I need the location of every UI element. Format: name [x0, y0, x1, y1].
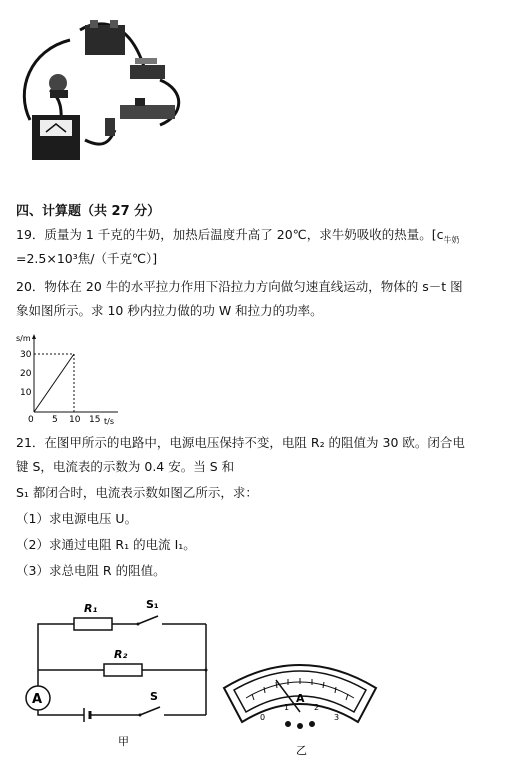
meter-tick-1: 1 [284, 703, 290, 712]
q19-subscript: 牛奶 [443, 235, 460, 245]
section-title: 四、计算题（共 27 分） [16, 204, 161, 219]
s1-label: S₁ [146, 598, 159, 611]
meter-tick-0: 0 [260, 713, 266, 722]
apparatus-illustration [10, 10, 200, 170]
q21-part-2: （2）求通过电阻 R₁ 的电流 I₁。 [16, 537, 196, 552]
q19-line-1 [16, 226, 459, 250]
x-unit-label: t/s [104, 417, 114, 426]
resistor-r1 [74, 618, 112, 630]
y-tick-10: 10 [20, 388, 32, 398]
caption-jia: 甲 [118, 735, 129, 748]
q20-line-2: 象如图所示。求 10 秒内拉力做的功 W 和拉力的功率。 [16, 303, 323, 318]
q21-part-1: （1）求电源电压 U。 [16, 511, 138, 526]
caption-yi: 乙 [296, 744, 307, 757]
ammeter-label: A [32, 692, 43, 707]
st-line [34, 354, 74, 412]
r2-label: R₂ [114, 648, 128, 661]
circuit-diagram [14, 590, 214, 755]
q21-line-1: 21．在图甲所示的电路中，电源电压保持不变，电阻 R₂ 的阻值为 30 欧。闭合电 [16, 435, 465, 450]
s-t-graph [14, 330, 124, 428]
y-tick-20: 20 [20, 369, 32, 379]
meter-letter: A [296, 692, 305, 705]
q21-line-3: S₁ 都闭合时，电流表示数如图乙所示，求： [16, 485, 258, 500]
meter-tick-2: 2 [314, 703, 320, 712]
q19-text: 19．质量为 1 千克的牛奶，加热后温度升高了 20℃，求牛奶吸收的热量。[c [16, 227, 444, 242]
s-label: S [150, 690, 158, 703]
q19-line-2: =2.5×10³焦/（千克℃）] [16, 251, 158, 266]
q20-line-1: 20．物体在 20 牛的水平拉力作用下沿拉力方向做匀速直线运动，物体的 s－t 图 [16, 279, 463, 294]
meter-tick-3: 3 [334, 713, 340, 722]
switch-s [140, 707, 160, 715]
resistor-r2 [104, 664, 142, 676]
q21-line-2: 键 S，电流表的示数为 0.4 安。当 S 和 [16, 459, 235, 474]
x-tick-5: 5 [52, 415, 58, 425]
switch-s1 [138, 616, 158, 624]
x-tick-10: 10 [69, 415, 81, 425]
y-tick-30: 30 [20, 350, 32, 360]
r1-label: R₁ [84, 602, 98, 615]
x-tick-0: 0 [28, 415, 34, 425]
y-unit-label: s/m [16, 334, 31, 343]
q21-part-3: （3）求总电阻 R 的阻值。 [16, 563, 166, 578]
x-tick-15: 15 [89, 415, 101, 425]
ammeter-dial [218, 650, 383, 760]
